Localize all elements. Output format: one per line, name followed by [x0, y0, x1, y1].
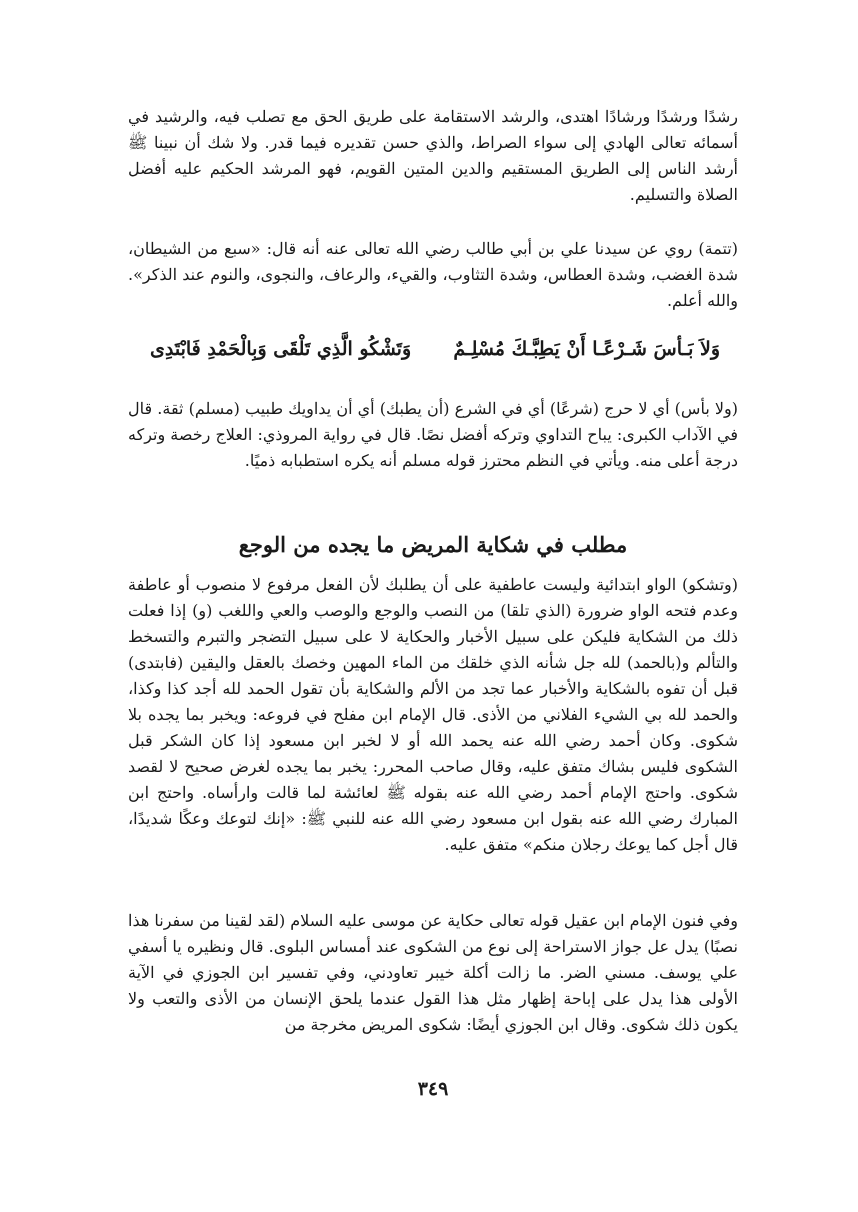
paragraph-funun: وفي فنون الإمام ابن عقيل قوله تعالى حكاية عن موسى عليه السلام (لقد لقينا من سفرنا هذا نصبًا) يدل عل جواز الاستراحة إلى نوع من الشكوى عند أمساس البلوى. قال ونظيره يا أسفي علي يوسف. مسني الضر. ما زالت أكلة خيبر تعاودني، وفي تفسير ابن الجوزي في الآية الأولى هذا يدل على إباحة إظهار مثل هذا القول عندما يلحق الإنسان من الأذى والتعب ولا يكون ذلك شكوى. وقال ابن الجوزي أيضًا: شكوى المريض مخرجة من: [128, 911, 739, 1034]
paragraph-rushd: رشدًا ورشدًا ورشادًا اهتدى، والرشد الاستقامة على طريق الحق مع تصلب فيه، والرشيد في أسمائه تعالى الهادي إلى سواء الصراط، والذي حسن تقديره فيما قدر. ولا شك أن نبينا ﷺ أرشد الناس إلى الطريق المستقيم والدين المتين القويم، فهو المرشد الحكيم عليه أفضل الصلاة والتسليم.: [128, 107, 738, 204]
poem-verse: [150, 334, 720, 364]
paragraph-tatimma: (تتمة) روي عن سيدنا علي بن أبي طالب رضي الله تعالى عنه أنه قال: «سبع من الشيطان، شدة الغضب، وشدة العطاس، وشدة التثاوب، والقيء، والرعاف، والنجوى، والنوم عند الذكر». والله أعلم.: [128, 239, 739, 310]
page-number: ٣٤٩: [417, 1078, 449, 1100]
paragraph-la-bas: (ولا بأس) أي لا حرج (شرعًا) أي في الشرع (أن يطبك) أي أن يداويك طبيب (مسلم) ثقة. قال في الآداب الكبرى: يباح التداوي وتركه أفضل نصًا. قال في رواية المروذي: العلاج رخصة وتركه درجة أعلى منه. ويأتي في النظم محترز قوله مسلم أنه يكره استطبابه ذميًا.: [128, 399, 738, 470]
verse-first-hemistich: وَلاَ بَـأسَ شَـرْعًـا أَنْ يَطِبَّـكَ مُسْلِـمٌ: [453, 338, 720, 360]
verse-second-hemistich: وَتَشْكُو الَّذِي تَلْقَى وَبِالْحَمْدِ فَابْتَدِى: [150, 338, 412, 360]
section-heading: مطلب في شكاية المريض ما يجده من الوجع: [238, 532, 628, 557]
paragraph-tashku: (وتشكو) الواو ابتدائية وليست عاطفية على أن يطلبك لأن الفعل مرفوع لا منصوب أو عاطفة وعدم فتحه الواو ضرورة (الذي تلقا) من النصب والوجع والوصب والعي واللغب (و) إذا فعلت ذلك من الشكاية فليكن على سبيل الأخبار والحكاية لا على سبيل التضجر والتبرم والتسخط والتألم و(بالحمد) لله جل شأنه الذي خلقك من الماء المهين وخصك بالعقل واليقين (فابتدى) قبل أن تفوه بالشكاية والأخبار عما تجد من الألم والشكاية بأن تقول الحمد لله أجد كذا وكذا، والحمد لله بي الشيء الفلاني من الأذى. قال الإمام ابن مفلح في فروعه: ويخبر بما يجده بلا شكوى. وكان أحمد رضي الله عنه يحمد الله أو لا لخبر ابن مسعود إذا كان الشكر قبل الشكوى فليس بشاك متفق عليه، وقال صاحب المحرر: يخبر بما يجده لغرض صحيح لا لقصد شكوى. واحتج الإمام أحمد رضي الله عنه بقوله ﷺ لعائشة لما قالت وارأساه. واحتج ابن المبارك رضي الله عنه بقول ابن مسعود رضي الله عنه للنبي ﷺ: «إنك لتوعك وعكًا شديدًا، قال أجل كما يوعك رجلان منكم» متفق عليه.: [128, 575, 739, 854]
